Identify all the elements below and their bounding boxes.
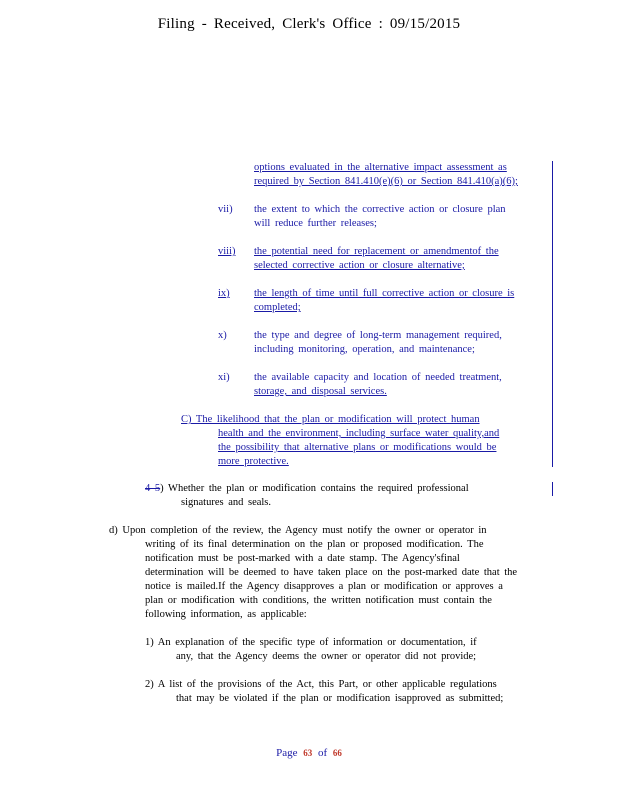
- item-viii-number: viii): [218, 246, 236, 257]
- item-xi-line-1: the available capacity and location of needed treatment,: [254, 372, 502, 383]
- item-viii-line-1: the potential need for replacement or amendmentof the: [254, 246, 499, 257]
- item-d1-line-1: 1) An explanation of the specific type of information or documentation, if: [145, 637, 477, 648]
- change-bar-item-4: [552, 482, 553, 496]
- item-x-line-1: the type and degree of long-term management required,: [254, 330, 502, 341]
- item-4-line-1: [145, 482, 469, 496]
- continuation-line-2: required by Section 841.410(e)(6) or Section 841.410(a)(6);: [254, 176, 518, 187]
- item-d-line-3: notification must be post-marked with a date stamp. The Agency'sfinal: [145, 553, 460, 564]
- item-d-line-1: d) Upon completion of the review, the Agency must notify the owner or operator in: [109, 525, 487, 536]
- item-d1-line-2: any, that the Agency deems the owner or operator did not provide;: [176, 651, 477, 662]
- item-x-number: x): [218, 330, 227, 341]
- of-label: of: [317, 747, 328, 759]
- item-ix-number: ix): [218, 288, 230, 299]
- change-bar: [552, 161, 553, 467]
- item-c-line-1: C) The likelihood that the plan or modification will protect human: [181, 414, 480, 425]
- item-vii-number: vii): [218, 204, 233, 215]
- item-d2-line-2: that may be violated if the plan or modification isapproved as submitted;: [176, 693, 504, 704]
- page-number: 63: [303, 748, 313, 758]
- item-d-line-6: plan or modification with conditions, the written notification must contain the: [145, 595, 492, 606]
- item-c-line-3: the possibility that alternative plans or modifications would be: [218, 442, 497, 453]
- item-ix-line-1: the length of time until full corrective action or closure is: [254, 288, 515, 299]
- page-footer: [0, 747, 618, 759]
- page-label: Page: [276, 747, 298, 759]
- item-xi-line-2: storage, and disposal services.: [254, 386, 387, 397]
- item-vii-line-2: will reduce further releases;: [254, 218, 377, 229]
- filing-header: Filing - Received, Clerk's Office : 09/15/2015: [157, 16, 461, 32]
- item-4-line-2: signatures and seals.: [181, 497, 272, 508]
- item-x-line-2: including monitoring, operation, and maintenance;: [254, 344, 475, 355]
- item-viii-line-2: selected corrective action or closure alternative;: [254, 260, 465, 271]
- item-d-line-4: determination will be deemed to have taken place on the post-marked date that the: [145, 567, 518, 578]
- total-pages: 66: [332, 748, 342, 758]
- item-vii-line-1: the extent to which the corrective action or closure plan: [254, 204, 506, 215]
- item-c-line-2: health and the environment, including surface water quality,and: [218, 428, 500, 439]
- item-d2-line-1: 2) A list of the provisions of the Act, this Part, or other applicable regulations: [145, 679, 497, 690]
- item-d-line-2: writing of its final determination on the plan or proposed modification. The: [145, 539, 484, 550]
- item-4-text: ) Whether the plan or modification contains the required professional: [160, 483, 469, 494]
- item-c-line-4: more protective.: [218, 456, 289, 467]
- item-xi-number: xi): [218, 372, 230, 383]
- item-d-line-7: following information, as applicable:: [145, 609, 307, 620]
- item-4-struck-number: 4 5: [145, 483, 161, 494]
- item-ix-line-2: completed;: [254, 302, 301, 313]
- continuation-line-1: options evaluated in the alternative impact assessment as: [254, 162, 507, 173]
- item-d-line-5: notice is mailed.If the Agency disapproves a plan or modification or approves a: [145, 581, 503, 592]
